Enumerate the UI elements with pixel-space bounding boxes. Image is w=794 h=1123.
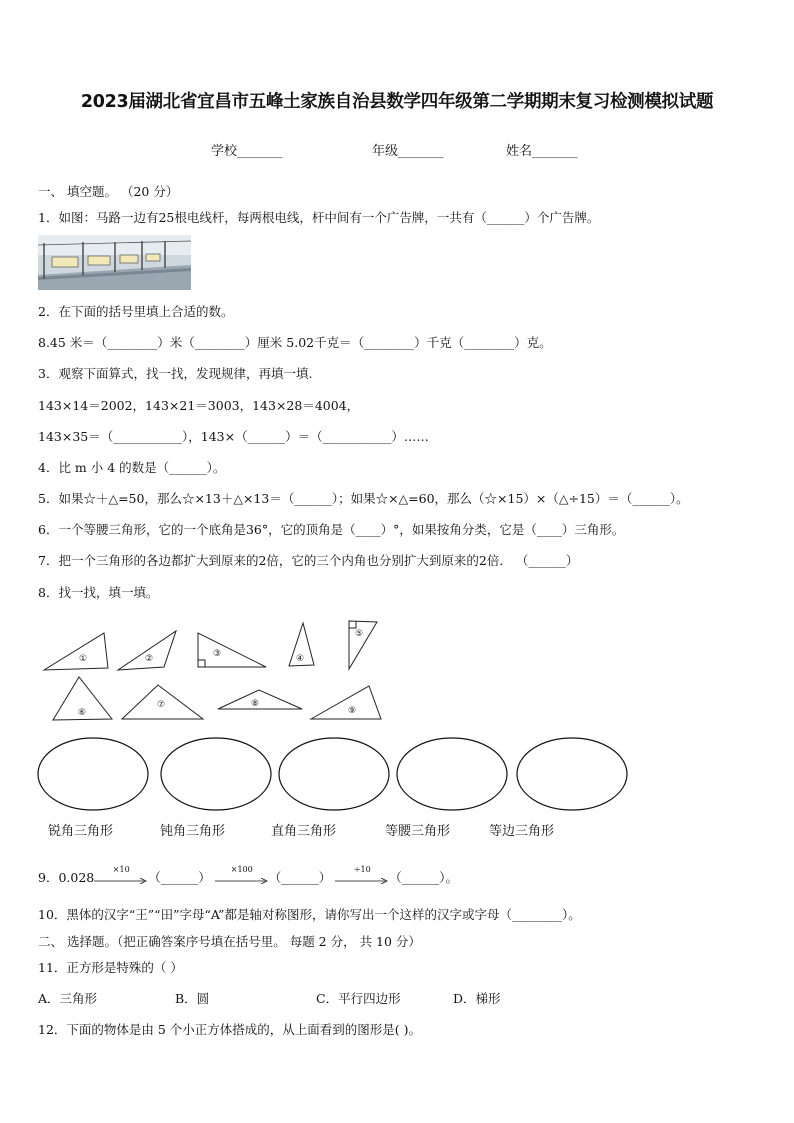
question-1: 1．如图：马路一边有25根电线杆，每两根电线，杆中间有一个广告牌，一共有（______）个广告牌。 bbox=[38, 210, 600, 225]
arrow-times-10: ×10 bbox=[94, 872, 148, 886]
label-right: 直角三角形 bbox=[271, 824, 337, 839]
ellipse-isosceles bbox=[397, 738, 507, 810]
arrow-times-100: ×100 bbox=[215, 872, 269, 886]
ellipse-equilateral bbox=[517, 738, 627, 810]
ellipse-right bbox=[279, 738, 389, 810]
triangle-label-8: ⑧ bbox=[250, 699, 260, 709]
sorting-ellipses bbox=[36, 736, 632, 814]
question-2: 2．在下面的括号里填上合适的数。 bbox=[38, 304, 234, 319]
triangle-label-6: ⑥ bbox=[77, 708, 87, 718]
question-12[interactable]: 12．下面的物体是由 5 个小正方体搭成的，从上面看到的图形是( )。 bbox=[38, 1022, 422, 1037]
name-field[interactable]: 姓名_______ bbox=[506, 144, 578, 159]
question-3: 3．观察下面算式，找一找，发现规律，再填一填. bbox=[38, 366, 313, 381]
triangle-label-9: ⑨ bbox=[347, 706, 357, 716]
question-6[interactable]: 6．一个等腰三角形，它的一个底角是36°，它的顶角是（____）°，如果按角分类，它是（____）三角形。 bbox=[38, 522, 625, 537]
triangle-9 bbox=[311, 686, 381, 719]
question-10[interactable]: 10．黑体的汉字“王”“田”字母“A”都是轴对称图形，请你写出一个这样的汉字或字母（________）。 bbox=[38, 907, 581, 922]
question-7[interactable]: 7．把一个三角形的各边都扩大到原来的2倍，它的三个内角也分别扩大到原来的2倍． （______） bbox=[38, 553, 579, 568]
triangle-label-1: ① bbox=[78, 654, 88, 664]
section-heading-choice: 二、 选择题。（把正确答案序号填在括号里。 每题 2 分， 共 10 分） bbox=[38, 934, 421, 949]
triangle-8 bbox=[218, 690, 302, 709]
question-4[interactable]: 4．比 m 小 4 的数是（______）。 bbox=[38, 460, 226, 475]
q9-blank-3[interactable]: （______）。 bbox=[389, 870, 459, 885]
street-photo-illustration bbox=[38, 235, 191, 290]
arrow-divide-10: ÷10 bbox=[335, 872, 389, 886]
question-3-equations: 143×14＝2002，143×21＝3003，143×28＝4004， bbox=[38, 398, 360, 413]
triangle-label-7: ⑦ bbox=[156, 700, 166, 710]
q11-option-b[interactable]: B．圆 bbox=[175, 991, 210, 1006]
triangle-label-5: ⑤ bbox=[354, 629, 364, 639]
label-acute: 锐角三角形 bbox=[48, 824, 114, 839]
q9-start: 9．0.028 bbox=[38, 870, 95, 885]
label-obtuse: 钝角三角形 bbox=[160, 824, 226, 839]
q11-option-c[interactable]: C．平行四边形 bbox=[316, 991, 401, 1006]
school-field[interactable]: 学校_______ bbox=[211, 144, 283, 159]
question-2-blanks[interactable]: 8.45 米＝（________）米（________）厘米 5.02千克＝（________）千克（________）克。 bbox=[38, 335, 552, 350]
triangle-2 bbox=[118, 631, 176, 670]
ellipse-obtuse bbox=[161, 738, 271, 810]
question-3-blanks[interactable]: 143×35＝（___________），143×（______）＝（___________）…… bbox=[38, 429, 429, 444]
q11-option-d[interactable]: D．梯形 bbox=[453, 991, 501, 1006]
triangle-3 bbox=[198, 633, 266, 667]
question-9[interactable] bbox=[38, 864, 459, 886]
question-8: 8．找一找，填一填。 bbox=[38, 585, 159, 600]
label-equilateral: 等边三角形 bbox=[489, 824, 555, 839]
q11-option-a[interactable]: A．三角形 bbox=[38, 991, 98, 1006]
triangle-label-2: ② bbox=[144, 654, 154, 664]
triangle-label-4: ④ bbox=[295, 654, 305, 664]
page-title: 2023届湖北省宜昌市五峰土家族自治县数学四年级第二学期期末复习检测模拟试题 bbox=[80, 92, 714, 112]
triangles-figure bbox=[38, 615, 398, 727]
q9-blank-1[interactable]: （______） bbox=[148, 870, 211, 885]
ellipse-acute bbox=[38, 738, 148, 810]
triangle-1 bbox=[44, 633, 108, 670]
label-isosceles: 等腰三角形 bbox=[385, 824, 451, 839]
question-11[interactable]: 11．正方形是特殊的（ ） bbox=[38, 960, 183, 975]
question-5[interactable]: 5．如果☆＋△=50，那么☆×13＋△×13＝（______）；如果☆×△=60，那么（☆×15）×（△÷15）＝（______）。 bbox=[38, 491, 689, 506]
q9-blank-2[interactable]: （______） bbox=[268, 870, 332, 885]
section-heading-fill-blank: 一、 填空题。 （20 分） bbox=[38, 184, 179, 199]
grade-field[interactable]: 年级_______ bbox=[372, 144, 444, 159]
triangle-label-3: ③ bbox=[212, 649, 222, 659]
